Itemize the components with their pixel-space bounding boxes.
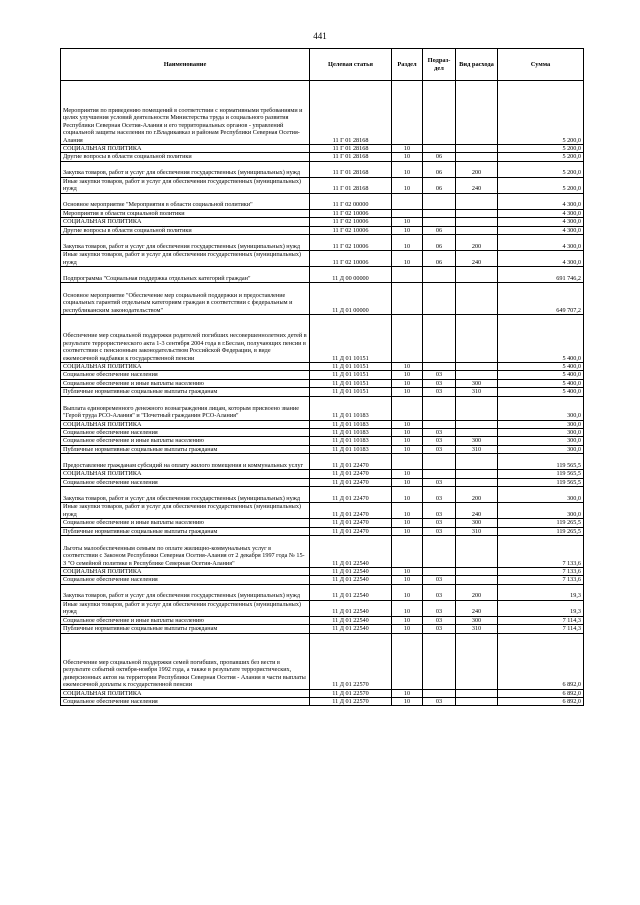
row-name: Мероприятия в области социальной политики <box>61 209 310 217</box>
row-expense-type <box>456 315 498 363</box>
table-row <box>61 633 584 689</box>
table-row <box>61 600 584 616</box>
table-row <box>61 535 584 567</box>
table-row <box>61 487 584 503</box>
row-name: Закупка товаров, работ и услуг для обеспечения государственных (муниципальных) нужд <box>61 487 310 503</box>
row-name: Предоставление гражданам субсидий на оплату жилого помещения и коммунальных услуг <box>61 454 310 470</box>
row-subsection: 06 <box>423 177 456 193</box>
row-expense-type: 300 <box>456 379 498 387</box>
row-name: СОЦИАЛЬНАЯ ПОЛИТИКА <box>61 363 310 371</box>
row-section: 10 <box>392 388 423 396</box>
row-sum: 300,0 <box>498 437 584 445</box>
table-row <box>61 519 584 527</box>
row-expense-type <box>456 633 498 689</box>
row-target-article: 11 Д 01 22570 <box>310 697 392 705</box>
row-name: Обеспечение мер социальной поддержки родителей погибших несовершеннолетних детей в результате террористического акта 1-3 сентября 2004 года в г.Беслан, получающих пенсии в соответствии с пенсионным законодательством Российской Федерации, в виде ежемесячной надбавки к государственной пенсии <box>61 315 310 363</box>
row-target-article: 11 Г 02 10006 <box>310 235 392 251</box>
row-sum: 5 400,0 <box>498 388 584 396</box>
table-row <box>61 576 584 584</box>
row-target-article: 11 Д 01 10183 <box>310 396 392 420</box>
row-sum: 5 400,0 <box>498 371 584 379</box>
row-subsection <box>423 633 456 689</box>
table-row <box>61 470 584 478</box>
row-target-article: 11 Д 01 10151 <box>310 363 392 371</box>
row-target-article: 11 Д 01 10183 <box>310 429 392 437</box>
row-target-article: 11 Д 01 22470 <box>310 470 392 478</box>
row-expense-type: 200 <box>456 235 498 251</box>
row-name: Публичные нормативные социальные выплаты гражданам <box>61 388 310 396</box>
row-section: 10 <box>392 445 423 453</box>
row-name: СОЦИАЛЬНАЯ ПОЛИТИКА <box>61 567 310 575</box>
row-expense-type <box>456 226 498 234</box>
row-expense-type <box>456 396 498 420</box>
table-row <box>61 616 584 624</box>
row-section <box>392 209 423 217</box>
row-expense-type: 300 <box>456 519 498 527</box>
row-section <box>392 193 423 209</box>
row-sum: 119 565,5 <box>498 454 584 470</box>
row-expense-type <box>456 429 498 437</box>
row-section: 10 <box>392 478 423 486</box>
row-name: Подпрограмма "Социальная поддержка отдельных категорий граждан" <box>61 267 310 283</box>
row-name: Основное мероприятие "Мероприятия в области социальной политики" <box>61 193 310 209</box>
row-sum: 4 300,0 <box>498 218 584 226</box>
row-subsection <box>423 218 456 226</box>
row-target-article: 11 Д 01 22470 <box>310 527 392 535</box>
row-target-article: 11 Д 01 00000 <box>310 283 392 315</box>
row-expense-type: 240 <box>456 503 498 519</box>
row-name: Социальное обеспечение населения <box>61 429 310 437</box>
row-target-article: 11 Г 02 10006 <box>310 226 392 234</box>
row-target-article: 11 Д 01 10183 <box>310 420 392 428</box>
row-subsection: 06 <box>423 235 456 251</box>
table-row <box>61 567 584 575</box>
row-subsection: 03 <box>423 379 456 387</box>
table-row <box>61 283 584 315</box>
header-section: Раздел <box>392 49 423 81</box>
budget-table <box>60 48 584 706</box>
row-name: Льготы малообеспеченным семьям по оплате жилищно-коммунальных услуг в соответствии с Законом Республики Северная Осетия-Алания от 2 декабря 1997 года № 15-З "О семейной политике в Республике Северная Осетия-Алания" <box>61 535 310 567</box>
row-target-article: 11 Г 02 00000 <box>310 193 392 209</box>
row-subsection <box>423 209 456 217</box>
row-expense-type <box>456 218 498 226</box>
row-name: Публичные нормативные социальные выплаты гражданам <box>61 445 310 453</box>
row-sum: 300,0 <box>498 420 584 428</box>
row-name: Иные закупки товаров, работ и услуг для обеспечения государственных (муниципальных) нужд <box>61 251 310 267</box>
row-target-article: 11 Д 01 10183 <box>310 445 392 453</box>
row-sum: 6 892,0 <box>498 697 584 705</box>
row-expense-type: 240 <box>456 177 498 193</box>
row-section <box>392 454 423 470</box>
row-subsection: 06 <box>423 153 456 161</box>
row-sum: 6 892,0 <box>498 689 584 697</box>
row-target-article: 11 Д 01 22470 <box>310 487 392 503</box>
row-expense-type <box>456 145 498 153</box>
row-sum: 19,3 <box>498 600 584 616</box>
row-name: Социальное обеспечение и иные выплаты населению <box>61 616 310 624</box>
row-target-article: 11 Д 01 22470 <box>310 454 392 470</box>
row-section: 10 <box>392 697 423 705</box>
row-name: Публичные нормативные социальные выплаты гражданам <box>61 527 310 535</box>
row-sum: 649 707,2 <box>498 283 584 315</box>
table-row <box>61 503 584 519</box>
row-subsection <box>423 145 456 153</box>
row-subsection: 03 <box>423 487 456 503</box>
row-subsection <box>423 193 456 209</box>
row-expense-type: 310 <box>456 388 498 396</box>
row-expense-type: 310 <box>456 445 498 453</box>
row-section: 10 <box>392 429 423 437</box>
row-section: 10 <box>392 437 423 445</box>
row-target-article: 11 Д 01 10151 <box>310 315 392 363</box>
row-subsection: 03 <box>423 584 456 600</box>
row-section: 10 <box>392 616 423 624</box>
row-target-article: 11 Г 01 28168 <box>310 145 392 153</box>
row-section: 10 <box>392 161 423 177</box>
row-section: 10 <box>392 226 423 234</box>
table-row <box>61 396 584 420</box>
row-section: 10 <box>392 487 423 503</box>
row-sum: 119 265,5 <box>498 527 584 535</box>
row-expense-type <box>456 363 498 371</box>
row-name: СОЦИАЛЬНАЯ ПОЛИТИКА <box>61 145 310 153</box>
row-subsection <box>423 283 456 315</box>
table-body <box>61 81 584 706</box>
row-section: 10 <box>392 567 423 575</box>
row-section: 10 <box>392 218 423 226</box>
row-section: 10 <box>392 584 423 600</box>
row-subsection: 03 <box>423 371 456 379</box>
row-target-article: 11 Г 01 28168 <box>310 153 392 161</box>
row-name: Другие вопросы в области социальной политики <box>61 226 310 234</box>
table-row <box>61 420 584 428</box>
header-expense-type: Вид расхода <box>456 49 498 81</box>
row-target-article: 11 Г 01 28168 <box>310 177 392 193</box>
row-expense-type <box>456 81 498 145</box>
row-name: Публичные нормативные социальные выплаты гражданам <box>61 625 310 633</box>
row-sum: 4 300,0 <box>498 193 584 209</box>
row-name: Социальное обеспечение и иные выплаты населению <box>61 437 310 445</box>
row-sum: 6 892,0 <box>498 633 584 689</box>
row-subsection <box>423 315 456 363</box>
row-sum: 7 114,3 <box>498 616 584 624</box>
row-sum: 5 400,0 <box>498 379 584 387</box>
row-section: 10 <box>392 503 423 519</box>
table-row <box>61 153 584 161</box>
row-section: 10 <box>392 576 423 584</box>
row-subsection <box>423 396 456 420</box>
table-row <box>61 267 584 283</box>
row-sum: 5 200,0 <box>498 153 584 161</box>
row-sum: 5 200,0 <box>498 81 584 145</box>
row-expense-type: 300 <box>456 437 498 445</box>
row-name: Другие вопросы в области социальной политики <box>61 153 310 161</box>
row-section <box>392 535 423 567</box>
row-target-article: 11 Д 01 22540 <box>310 584 392 600</box>
row-expense-type: 200 <box>456 584 498 600</box>
row-name: СОЦИАЛЬНАЯ ПОЛИТИКА <box>61 689 310 697</box>
row-sum: 7 133,6 <box>498 567 584 575</box>
row-expense-type: 300 <box>456 616 498 624</box>
table-row <box>61 161 584 177</box>
row-section: 10 <box>392 527 423 535</box>
table-row <box>61 584 584 600</box>
row-name: Социальное обеспечение и иные выплаты населению <box>61 379 310 387</box>
row-sum: 4 300,0 <box>498 226 584 234</box>
row-target-article: 11 Д 01 10151 <box>310 388 392 396</box>
row-name: Социальное обеспечение и иные выплаты населению <box>61 519 310 527</box>
row-subsection: 03 <box>423 478 456 486</box>
row-section: 10 <box>392 145 423 153</box>
table-row <box>61 689 584 697</box>
row-expense-type: 310 <box>456 625 498 633</box>
row-section: 10 <box>392 420 423 428</box>
row-sum: 5 400,0 <box>498 363 584 371</box>
row-sum: 300,0 <box>498 445 584 453</box>
row-section <box>392 267 423 283</box>
row-sum: 7 114,3 <box>498 625 584 633</box>
row-subsection <box>423 267 456 283</box>
table-row <box>61 454 584 470</box>
row-target-article: 11 Д 01 10151 <box>310 379 392 387</box>
table-header-row <box>61 49 584 81</box>
row-section: 10 <box>392 251 423 267</box>
row-subsection <box>423 363 456 371</box>
row-sum: 300,0 <box>498 487 584 503</box>
row-subsection <box>423 420 456 428</box>
row-sum: 7 133,6 <box>498 535 584 567</box>
row-expense-type <box>456 454 498 470</box>
row-subsection: 03 <box>423 616 456 624</box>
row-expense-type <box>456 697 498 705</box>
row-subsection: 03 <box>423 600 456 616</box>
row-section <box>392 396 423 420</box>
row-sum: 19,3 <box>498 584 584 600</box>
header-target-article: Целевая статья <box>310 49 392 81</box>
row-target-article: 11 Д 01 22540 <box>310 535 392 567</box>
row-subsection: 03 <box>423 576 456 584</box>
row-sum: 5 200,0 <box>498 161 584 177</box>
row-sum: 300,0 <box>498 429 584 437</box>
row-expense-type <box>456 420 498 428</box>
row-subsection: 03 <box>423 437 456 445</box>
row-name: Закупка товаров, работ и услуг для обеспечения государственных (муниципальных) нужд <box>61 235 310 251</box>
table-row <box>61 363 584 371</box>
row-subsection: 03 <box>423 697 456 705</box>
row-name: Закупка товаров, работ и услуг для обеспечения государственных (муниципальных) нужд <box>61 161 310 177</box>
row-expense-type: 240 <box>456 251 498 267</box>
table-row <box>61 371 584 379</box>
table-row <box>61 379 584 387</box>
row-expense-type: 240 <box>456 600 498 616</box>
row-section: 10 <box>392 363 423 371</box>
table-row <box>61 177 584 193</box>
table-row <box>61 697 584 705</box>
row-section <box>392 633 423 689</box>
table-row <box>61 478 584 486</box>
row-subsection: 03 <box>423 527 456 535</box>
row-name: Социальное обеспечение населения <box>61 697 310 705</box>
table-row <box>61 226 584 234</box>
row-section: 10 <box>392 689 423 697</box>
row-sum: 5 200,0 <box>498 177 584 193</box>
row-target-article: 11 Д 01 22540 <box>310 600 392 616</box>
row-name: СОЦИАЛЬНАЯ ПОЛИТИКА <box>61 218 310 226</box>
row-name: Социальное обеспечение населения <box>61 478 310 486</box>
row-section: 10 <box>392 625 423 633</box>
row-name: Основное мероприятие "Обеспечение мер социальной поддержки и предоставление социальных гарантий отдельным категориям граждан в соответствии с федеральным и республиканским законодательством" <box>61 283 310 315</box>
table-row <box>61 625 584 633</box>
header-subsection: Подраз-дел <box>423 49 456 81</box>
table-row <box>61 81 584 145</box>
row-target-article: 11 Г 02 10006 <box>310 218 392 226</box>
row-target-article: 11 Д 01 10183 <box>310 437 392 445</box>
row-subsection: 06 <box>423 161 456 177</box>
row-subsection: 06 <box>423 251 456 267</box>
row-section: 10 <box>392 600 423 616</box>
row-target-article: 11 Д 00 00000 <box>310 267 392 283</box>
row-subsection <box>423 535 456 567</box>
row-subsection <box>423 567 456 575</box>
table-row <box>61 388 584 396</box>
row-target-article: 11 Д 01 22570 <box>310 633 392 689</box>
row-expense-type <box>456 689 498 697</box>
row-name: Иные закупки товаров, работ и услуг для обеспечения государственных (муниципальных) нужд <box>61 177 310 193</box>
row-target-article: 11 Д 01 22540 <box>310 576 392 584</box>
row-subsection <box>423 470 456 478</box>
row-subsection: 03 <box>423 519 456 527</box>
row-expense-type: 200 <box>456 487 498 503</box>
row-name: Мероприятия по приведению помещений в соответствии с нормативными требованиями и целях улучшения условий деятельности Министерства труда и социального развития Республики Северная Осетия-Алания и его территориальных органов - управлений социальной защиты населения по г.Владикавказ и районам Республики Северная Осетия-Алания <box>61 81 310 145</box>
row-section: 10 <box>392 235 423 251</box>
row-name: Социальное обеспечение населения <box>61 371 310 379</box>
row-target-article: 11 Г 02 10006 <box>310 251 392 267</box>
table-row <box>61 218 584 226</box>
row-target-article: 11 Д 01 10151 <box>310 371 392 379</box>
table-row <box>61 429 584 437</box>
row-expense-type <box>456 153 498 161</box>
row-name: Иные закупки товаров, работ и услуг для обеспечения государственных (муниципальных) нужд <box>61 600 310 616</box>
row-section: 10 <box>392 177 423 193</box>
row-target-article: 11 Д 01 22470 <box>310 519 392 527</box>
row-target-article: 11 Д 01 22540 <box>310 567 392 575</box>
table-row <box>61 315 584 363</box>
row-target-article: 11 Г 01 28168 <box>310 161 392 177</box>
row-name: Иные закупки товаров, работ и услуг для обеспечения государственных (муниципальных) нужд <box>61 503 310 519</box>
row-sum: 4 300,0 <box>498 209 584 217</box>
row-section: 10 <box>392 519 423 527</box>
row-sum: 119 265,5 <box>498 519 584 527</box>
row-target-article: 11 Д 01 22570 <box>310 689 392 697</box>
table-row <box>61 145 584 153</box>
row-sum: 5 400,0 <box>498 315 584 363</box>
table-row <box>61 445 584 453</box>
row-target-article: 11 Г 01 28168 <box>310 81 392 145</box>
row-subsection: 06 <box>423 226 456 234</box>
row-target-article: 11 Д 01 22540 <box>310 616 392 624</box>
table-row <box>61 193 584 209</box>
header-name: Наименование <box>61 49 310 81</box>
row-section: 10 <box>392 153 423 161</box>
row-name: Социальное обеспечение населения <box>61 576 310 584</box>
row-name: Обеспечение мер социальной поддержки семей погибших, пропавших без вести в результате событий октября-ноября 1992 года, а также в результате террористических, диверсионных актов на территории Республики Северная Осетия - Алания в части выплаты ежемесячной доплаты к государственной пенсии <box>61 633 310 689</box>
row-name: Закупка товаров, работ и услуг для обеспечения государственных (муниципальных) нужд <box>61 584 310 600</box>
row-subsection: 03 <box>423 503 456 519</box>
table-row <box>61 527 584 535</box>
row-expense-type <box>456 567 498 575</box>
row-subsection: 03 <box>423 388 456 396</box>
row-sum: 4 300,0 <box>498 235 584 251</box>
row-subsection <box>423 81 456 145</box>
row-sum: 5 200,0 <box>498 145 584 153</box>
row-name: СОЦИАЛЬНАЯ ПОЛИТИКА <box>61 470 310 478</box>
row-expense-type <box>456 283 498 315</box>
row-sum: 300,0 <box>498 503 584 519</box>
row-name: СОЦИАЛЬНАЯ ПОЛИТИКА <box>61 420 310 428</box>
row-section: 10 <box>392 371 423 379</box>
row-target-article: 11 Г 02 10006 <box>310 209 392 217</box>
row-expense-type <box>456 209 498 217</box>
table-row <box>61 251 584 267</box>
row-expense-type: 310 <box>456 527 498 535</box>
row-sum: 4 300,0 <box>498 251 584 267</box>
row-subsection: 03 <box>423 445 456 453</box>
row-target-article: 11 Д 01 22470 <box>310 478 392 486</box>
row-expense-type <box>456 478 498 486</box>
row-section <box>392 315 423 363</box>
row-subsection <box>423 689 456 697</box>
table-row <box>61 209 584 217</box>
row-sum: 300,0 <box>498 396 584 420</box>
row-section: 10 <box>392 379 423 387</box>
row-expense-type <box>456 535 498 567</box>
row-subsection: 03 <box>423 429 456 437</box>
row-expense-type <box>456 576 498 584</box>
row-section <box>392 81 423 145</box>
row-expense-type: 200 <box>456 161 498 177</box>
row-target-article: 11 Д 01 22470 <box>310 503 392 519</box>
row-sum: 7 133,6 <box>498 576 584 584</box>
row-expense-type <box>456 267 498 283</box>
table-row <box>61 235 584 251</box>
row-sum: 119 565,5 <box>498 478 584 486</box>
row-name: Выплата единовременного денежного вознаграждения лицам, которым присвоено звание "Герой труда РСО-Алания" и "Почетный гражданин РСО-Алания" <box>61 396 310 420</box>
row-expense-type <box>456 371 498 379</box>
row-sum: 691 746,2 <box>498 267 584 283</box>
header-sum: Сумма <box>498 49 584 81</box>
row-expense-type <box>456 193 498 209</box>
row-subsection: 03 <box>423 625 456 633</box>
row-section: 10 <box>392 470 423 478</box>
row-section <box>392 283 423 315</box>
page-number: 441 <box>313 31 327 41</box>
table-row <box>61 437 584 445</box>
row-sum: 119 565,5 <box>498 470 584 478</box>
row-target-article: 11 Д 01 22540 <box>310 625 392 633</box>
row-subsection <box>423 454 456 470</box>
row-expense-type <box>456 470 498 478</box>
